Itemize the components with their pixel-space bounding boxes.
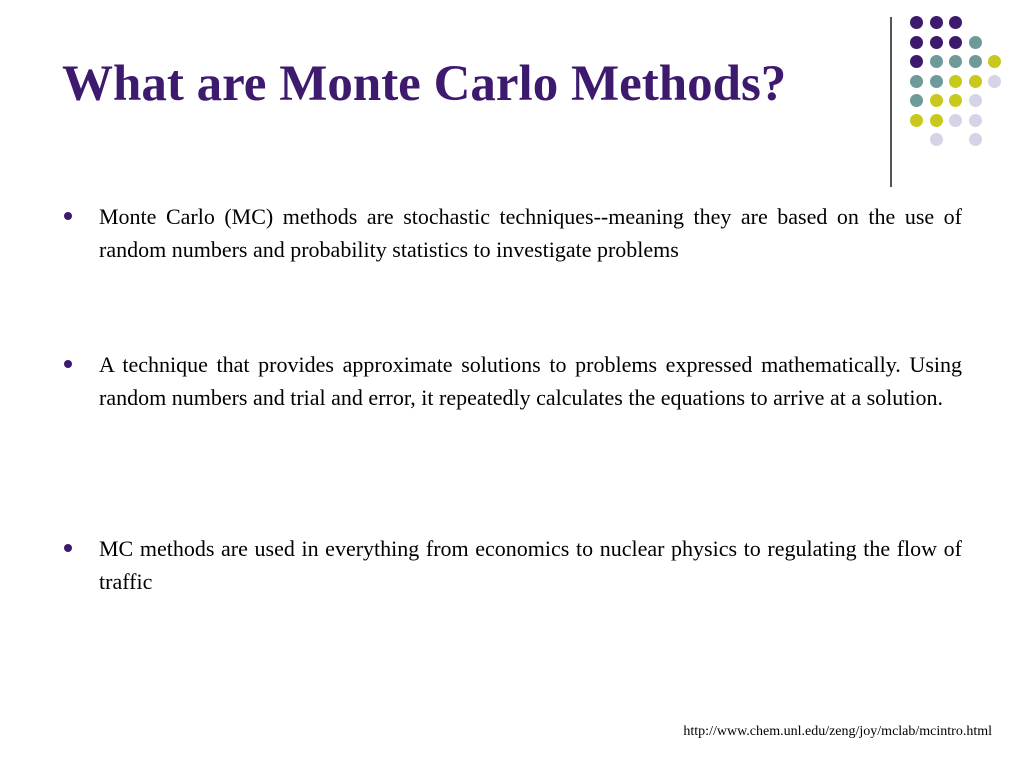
source-url[interactable]: http://www.chem.unl.edu/zeng/joy/mclab/mcintro.html <box>683 724 992 739</box>
decorative-dot <box>969 114 982 127</box>
bullet-marker <box>64 360 72 368</box>
bullet-text: MC methods are used in everything from economics to nuclear physics to regulating the flow of traffic <box>99 536 962 594</box>
bullet-marker <box>64 544 72 552</box>
decorative-dot <box>910 55 923 68</box>
decorative-dot <box>930 75 943 88</box>
title-divider <box>890 17 892 187</box>
decorative-dot <box>969 55 982 68</box>
decorative-dot <box>949 75 962 88</box>
slide-title: What are Monte Carlo Methods? <box>62 56 787 112</box>
decorative-dot <box>949 16 962 29</box>
bullet-marker <box>64 212 72 220</box>
decorative-dot <box>930 36 943 49</box>
decorative-dot <box>988 75 1001 88</box>
decorative-dot <box>949 94 962 107</box>
decorative-dot <box>949 36 962 49</box>
decorative-dot <box>930 94 943 107</box>
decorative-dot <box>930 16 943 29</box>
decorative-dot <box>930 55 943 68</box>
decorative-dot <box>910 75 923 88</box>
decorative-dot <box>949 114 962 127</box>
decorative-dot-grid <box>910 16 1010 166</box>
decorative-dot <box>969 133 982 146</box>
decorative-dot <box>910 16 923 29</box>
decorative-dot <box>910 36 923 49</box>
decorative-dot <box>969 94 982 107</box>
decorative-dot <box>930 114 943 127</box>
decorative-dot <box>988 55 1001 68</box>
decorative-dot <box>969 36 982 49</box>
bullet-text: Monte Carlo (MC) methods are stochastic techniques--meaning they are based on the use of random numbers and probability statistics to investigate problems <box>99 204 962 262</box>
decorative-dot <box>910 94 923 107</box>
decorative-dot <box>930 133 943 146</box>
decorative-dot <box>949 55 962 68</box>
bullet-text: A technique that provides approximate solutions to problems expressed mathematically. Using random numbers and trial and error, it repeatedly calculates the equations to arrive at a solution. <box>99 352 962 410</box>
decorative-dot <box>910 114 923 127</box>
decorative-dot <box>969 75 982 88</box>
